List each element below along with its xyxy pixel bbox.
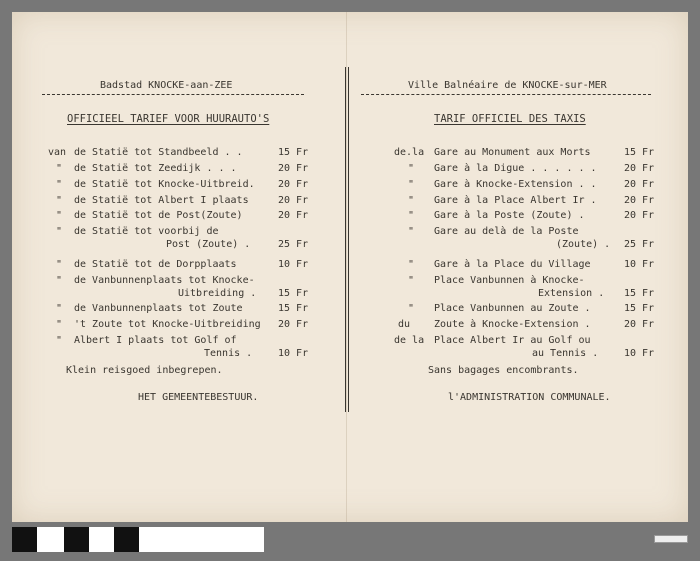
row-description-continued: Uitbreiding . [178,288,257,299]
row-prefix: " [408,259,415,270]
row-prefix: " [408,275,415,286]
luggage-note-french: Sans bagages encombrants. [428,365,579,376]
row-description: de Statië tot Standbeeld . . [74,147,243,158]
row-description: Place Albert Ir au Golf ou [434,335,591,346]
row-price: 20 Fr [278,210,309,221]
row-price: 20 Fr [278,163,309,174]
row-price: 20 Fr [278,179,309,190]
row-price: 15 Fr [278,288,309,299]
row-prefix: " [408,195,415,206]
row-description: Gare à la Poste (Zoute) . [434,210,585,221]
calibration-block [114,527,139,552]
row-price: 20 Fr [278,195,309,206]
row-description: Place Vanbunnen à Knocke- [434,275,585,286]
row-prefix: de.la [394,147,425,158]
row-price: 15 Fr [278,303,309,314]
row-price: 10 Fr [278,348,309,359]
row-price: 20 Fr [624,210,655,221]
row-prefix: de la [394,335,425,346]
row-description: Gare au delà de la Poste [434,226,579,237]
row-description: Place Vanbunnen au Zoute . [434,303,591,314]
row-prefix: " [56,163,63,174]
row-description: Albert I plaats tot Golf of [74,335,237,346]
column-divider [345,67,349,412]
calibration-block [12,527,37,552]
row-description: Gare à la Place Albert Ir . [434,195,597,206]
row-description: de Statië tot de Post(Zoute) [74,210,243,221]
row-price: 20 Fr [624,195,655,206]
color-calibration-strip [12,527,264,552]
row-prefix: " [56,275,63,286]
dashed-rule [42,94,304,95]
row-description-continued: (Zoute) . [556,239,611,250]
calibration-block [64,527,89,552]
row-description: de Statië tot Knocke-Uitbreid. [74,179,255,190]
town-title-french: Ville Balnéaire de KNOCKE-sur-MER [408,80,607,91]
archive-label [654,535,688,543]
row-price: 10 Fr [278,259,309,270]
row-prefix: " [56,210,63,221]
row-price: 20 Fr [278,319,309,330]
row-price: 15 Fr [624,147,655,158]
row-description-continued: au Tennis . [532,348,599,359]
row-prefix: du [398,319,411,330]
row-prefix: " [56,179,63,190]
row-price: 20 Fr [624,163,655,174]
row-description: de Vanbunnenplaats tot Knocke- [74,275,255,286]
row-price: 20 Fr [624,319,655,330]
row-description: 't Zoute tot Knocke-Uitbreiding [74,319,261,330]
row-prefix: " [56,259,63,270]
row-prefix: " [56,226,63,237]
tariff-heading-dutch: OFFICIEEL TARIEF VOOR HUURAUTO'S [67,113,270,125]
row-price: 10 Fr [624,348,655,359]
row-prefix: " [408,210,415,221]
row-description: de Statië tot Zeedijk . . . [74,163,237,174]
luggage-note-dutch: Klein reisgoed inbegrepen. [66,365,223,376]
row-price: 15 Fr [624,303,655,314]
row-price: 25 Fr [278,239,309,250]
row-prefix: " [56,303,63,314]
row-prefix: " [408,226,415,237]
row-price: 10 Fr [624,259,655,270]
row-description-continued: Post (Zoute) . [166,239,251,250]
signature-dutch: HET GEMEENTEBESTUUR. [138,392,259,403]
row-prefix: " [408,163,415,174]
signature-french: l'ADMINISTRATION COMMUNALE. [448,392,611,403]
row-description: de Statië tot de Dorpplaats [74,259,237,270]
town-title-dutch: Badstad KNOCKE-aan-ZEE [100,80,233,91]
row-description-continued: Extension . [538,288,605,299]
row-prefix: " [408,179,415,190]
row-prefix: " [56,319,63,330]
tariff-sheet [12,12,688,522]
row-description: Gare à la Place du Village [434,259,591,270]
row-description: de Statië tot voorbij de [74,226,219,237]
row-description: de Statië tot Albert I plaats [74,195,249,206]
row-price: 20 Fr [624,179,655,190]
row-prefix: " [56,335,63,346]
row-description: de Vanbunnenplaats tot Zoute [74,303,243,314]
row-prefix: " [408,303,415,314]
row-description: Gare au Monument aux Morts [434,147,591,158]
row-description: Gare à la Digue . . . . . . [434,163,597,174]
row-price: 25 Fr [624,239,655,250]
dashed-rule [361,94,651,95]
row-description: Gare à Knocke-Extension . . [434,179,597,190]
row-prefix: van [48,147,67,158]
row-description-continued: Tennis . [204,348,253,359]
row-prefix: " [56,195,63,206]
row-price: 15 Fr [278,147,309,158]
row-price: 15 Fr [624,288,655,299]
row-description: Zoute à Knocke-Extension . [434,319,591,330]
tariff-heading-french: TARIF OFFICIEL DES TAXIS [434,113,586,125]
